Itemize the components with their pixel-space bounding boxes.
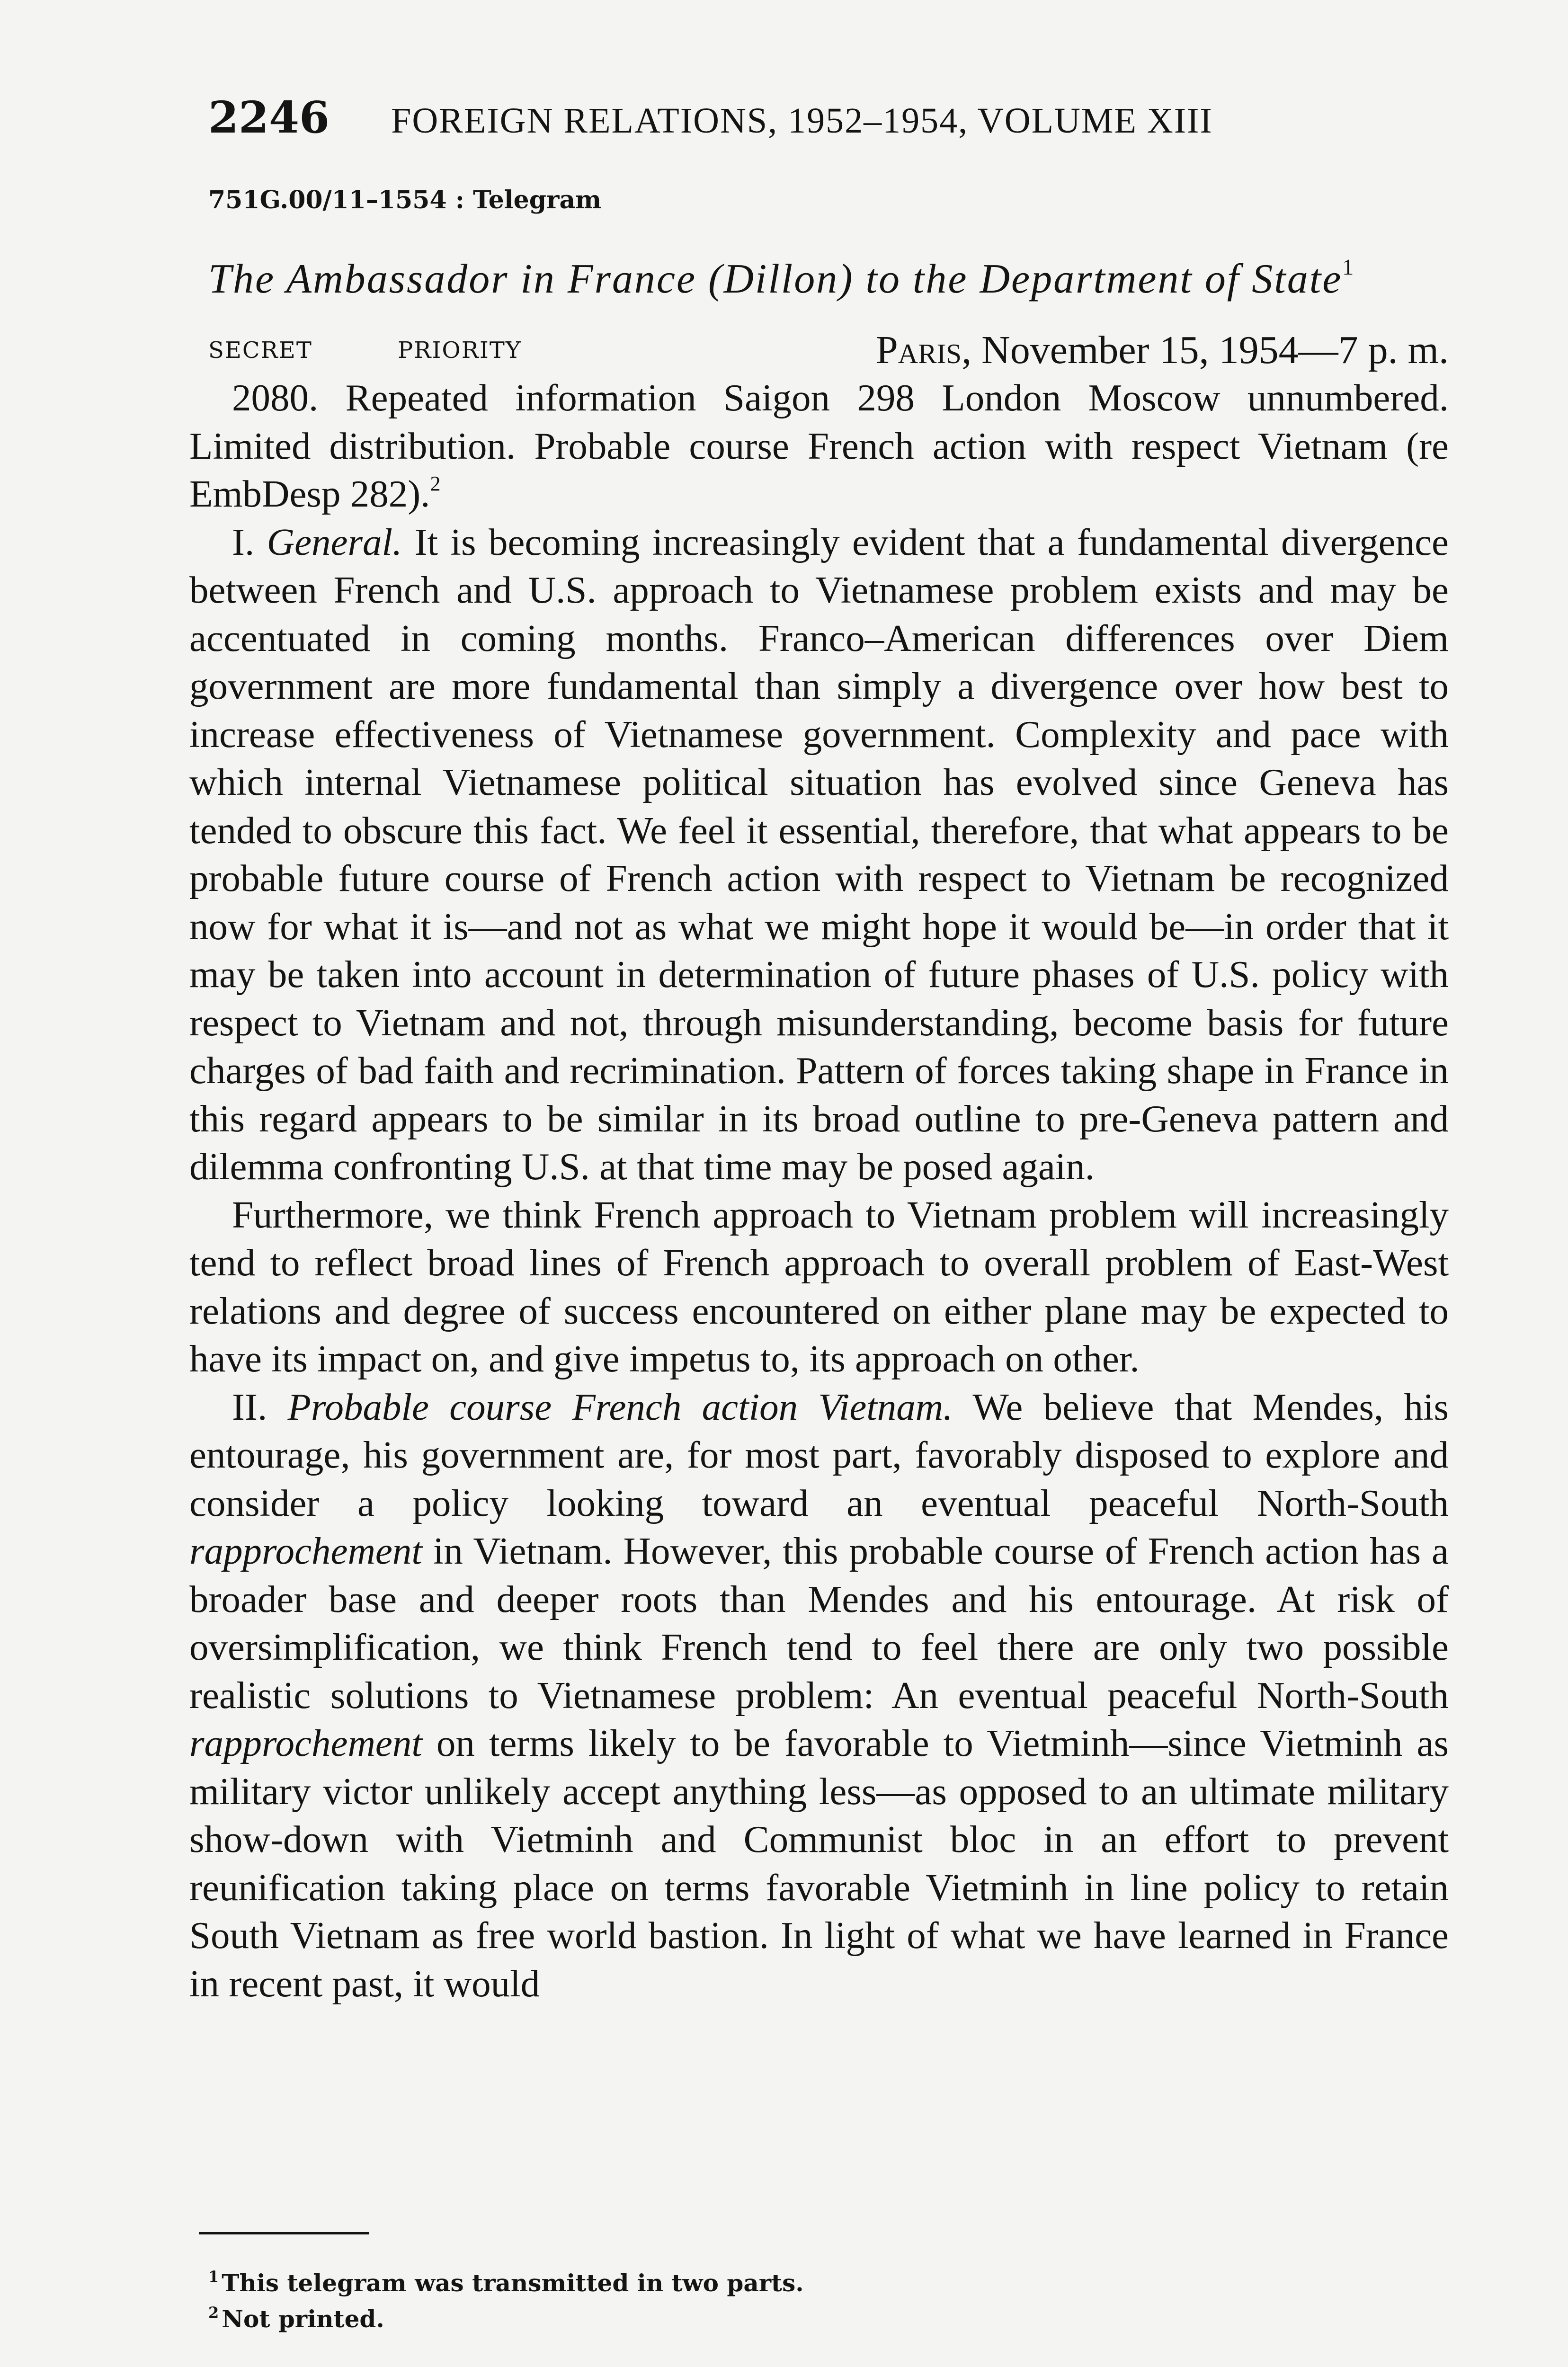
title-footnote-marker: 1	[1342, 255, 1355, 280]
paragraph-probable-course	[189, 1383, 1449, 2008]
paragraph-general-text: It is becoming increasingly evident that a fundamental divergence between French and U.S. approach to Vietnamese problem exists and may be accentuated in coming months. Franco–American differences over Diem government are more fundamental than simply a divergence over how best to increase effectiveness of Vietnamese government. Complexity and pace with which internal Vietnamese political situation has evolved since Geneva has tended to obscure this fact. We feel it essential, therefore, that what appears to be probable future course of French action with respect to Vietnam be recognized now for what it is—and not as what we might hope it would be—in order that it may be taken into account in determination of future phases of U.S. policy with respect to Vietnam and not, through misunderstanding, become basis for future charges of bad faith and recrimination. Pattern of forces taking shape in France in this regard appears to be similar in its broad outline to pre-Geneva pattern and dilemma confronting U.S. at that time may be posed again.	[189, 520, 1449, 1188]
classification-label: SECRET	[208, 337, 312, 364]
page-number: 2246	[208, 92, 330, 143]
italic-rapprochement-2: rapprochement	[189, 1722, 422, 1764]
section-number-1: I.	[232, 520, 267, 563]
footnote-2	[208, 2298, 1439, 2334]
paragraph-1-text: 2080. Repeated information Saigon 298 London Moscow unnumbered. Limited distribution. Probable course French action with respect Vietnam (re EmbDesp 282).	[189, 376, 1449, 515]
document-title-text: The Ambassador in France (Dillon) to the Department of State	[208, 256, 1343, 302]
paragraph-probable-course-text-a: We believe that Mendes, his entourage, his government are, for most part, favorably disposed to explore and consider a policy looking toward an eventual peaceful North-South	[189, 1385, 1449, 1524]
italic-rapprochement-1: rapprochement	[189, 1530, 422, 1572]
footnote-rule	[199, 2232, 369, 2234]
dateline-place: Paris,	[875, 328, 972, 372]
footnote-1	[208, 2262, 1439, 2298]
telegram-body	[189, 374, 1449, 2008]
paragraph-furthermore-text: Furthermore, we think French approach to Vietnam problem will increasingly tend to reflect broad lines of French approach to overall problem of East-West relations and degree of success encountered on either plane may be expected to have its impact on, and give impetus to, its approach on other.	[189, 1193, 1449, 1380]
footnotes	[208, 2262, 1439, 2334]
precedence-label: PRIORITY	[398, 337, 522, 364]
footnote-2-text: Not printed.	[222, 2305, 384, 2333]
footnote-marker-2: 2	[430, 472, 441, 495]
dateline	[876, 327, 1449, 374]
paragraph-1	[189, 374, 1449, 518]
section-heading-general: General.	[267, 520, 402, 563]
paragraph-probable-course-text-c: on terms likely to be favorable to Vietminh—since Vietminh as military victor unlikely accept anything less—as opposed to an ultimate military show-down with Vietminh and Communist bloc in an effort to prevent reunification taking place on terms favorable Vietminh in line policy to retain South Vietnam as free world bastion. In light of what we have learned in France in recent past, it would	[189, 1722, 1449, 2005]
paragraph-furthermore	[189, 1191, 1449, 1383]
volume-title: FOREIGN RELATIONS, 1952–1954, VOLUME XIII	[391, 101, 1213, 141]
footnote-1-marker: 1	[208, 2268, 219, 2286]
footnote-2-marker: 2	[208, 2304, 219, 2322]
document-reference: 751G.00/11–1554 : Telegram	[208, 186, 602, 214]
section-number-2: II.	[232, 1385, 288, 1428]
running-head	[208, 94, 1458, 144]
paragraph-probable-course-text-b: in Vietnam. However, this probable course of French action has a broader base and deeper roots than Mendes and his entourage. At risk of oversimplification, we think French tend to feel there are only two possible realistic solutions to Vietnamese problem: An eventual peaceful North-South	[189, 1530, 1449, 1717]
section-heading-probable-course: Probable course French action Vietnam.	[287, 1385, 953, 1428]
paragraph-general	[189, 518, 1449, 1191]
footnote-1-text: This telegram was transmitted in two parts.	[222, 2269, 804, 2297]
dateline-date: November 15, 1954—7 p. m.	[981, 328, 1449, 372]
telegram-header	[208, 327, 1449, 374]
document-title	[208, 241, 1458, 305]
